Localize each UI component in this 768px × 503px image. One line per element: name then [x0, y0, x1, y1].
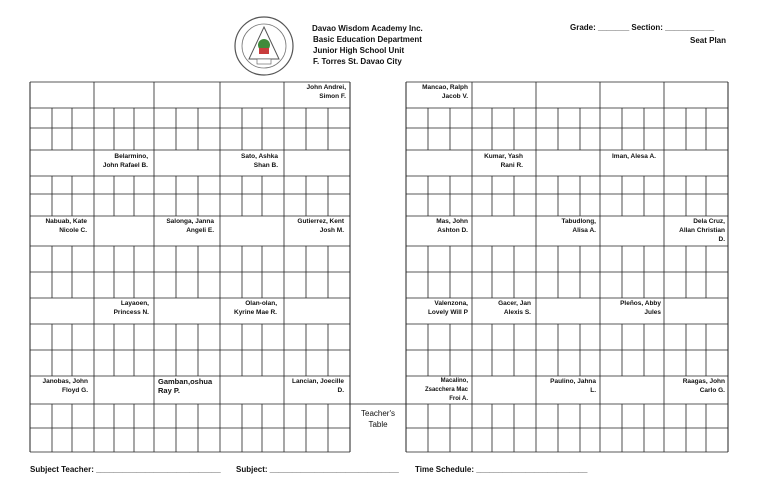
- seat-name: Iman, Alesa A.: [612, 153, 656, 160]
- seat-name: Macalino, Zsacchera Mac Froi A.: [424, 378, 468, 402]
- seat-name: Olan-olan, Kyrine Mae R.: [234, 300, 277, 316]
- seat-name: Sato, Ashka Shan B.: [241, 153, 278, 169]
- seat-name: Janobas, John Floyd G.: [42, 378, 88, 394]
- subject-teacher-field: Subject Teacher: ____________________________: [30, 465, 221, 474]
- seat-name: Mancao, Ralph Jacob V.: [422, 84, 468, 100]
- seat-name: Nabuab, Kate Nicole C.: [45, 218, 87, 234]
- seat-name: Layaoen, Princess N.: [113, 300, 149, 316]
- grade-section-field: Grade: _______ Section: ___________: [570, 23, 715, 32]
- unit-name: Junior High School Unit: [313, 46, 405, 55]
- seat-plan-title: Seat Plan: [690, 36, 727, 45]
- seat-name: John Andrei, Simon F.: [306, 84, 346, 100]
- seat-name: Valenzona, Lovely Will P: [427, 300, 468, 316]
- seat-name: Kumar, Yash Rani R.: [484, 153, 523, 169]
- seat-name: Raagas, John Carlo G.: [682, 378, 725, 394]
- seat-name: Belarmino, John Rafael B.: [102, 153, 148, 169]
- seat-name: Dela Cruz, Allan Christian D.: [679, 218, 725, 243]
- department-name: Basic Education Department: [313, 35, 422, 44]
- seat-name: Gacer, Jan Alexis S.: [498, 300, 531, 316]
- subject-field: Subject: _____________________________: [236, 465, 399, 474]
- seat-name: Gutierrez, Kent Josh M.: [297, 218, 344, 234]
- teachers-table: Teacher's Table: [361, 409, 395, 429]
- seat-name: Salonga, Janna Angeli E.: [166, 218, 214, 234]
- seat-name: Lancian, Joecille D.: [291, 378, 344, 394]
- seat-name: Mas, John Ashton D.: [436, 218, 468, 234]
- school-name: Davao Wisdom Academy Inc.: [312, 24, 423, 33]
- school-address: F. Torres St. Davao City: [313, 57, 402, 66]
- seat-name: Paulino, Jahna L.: [550, 378, 596, 394]
- seat-name: Tabudlong, Alisa A.: [561, 218, 596, 234]
- seat-name: Pleños, Abby Jules: [620, 300, 661, 316]
- seat-name: Gamban,oshua Ray P.: [158, 377, 213, 395]
- time-schedule-field: Time Schedule: _________________________: [415, 465, 588, 474]
